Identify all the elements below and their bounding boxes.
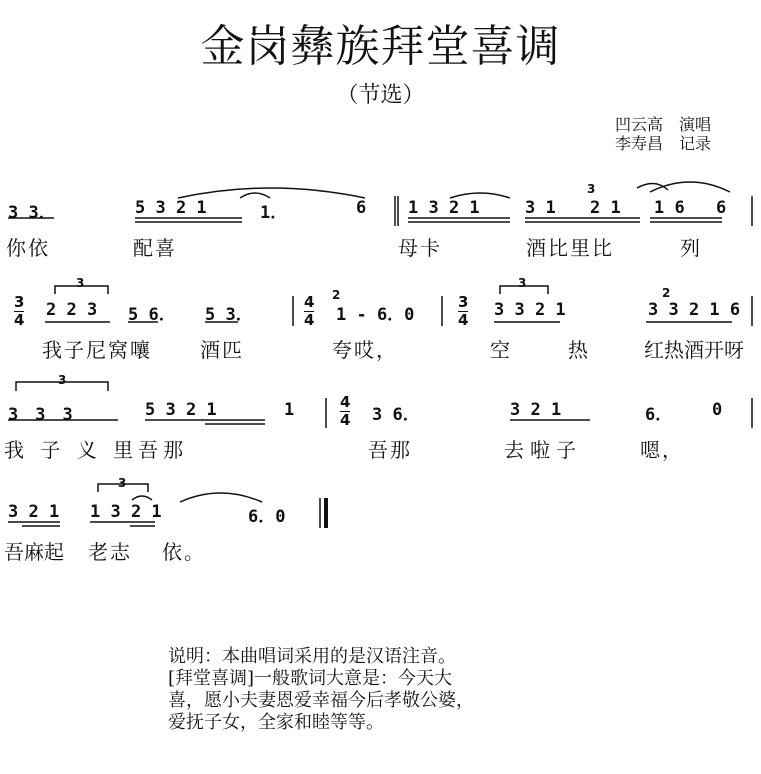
lyric-s2-b: 酒匹 <box>200 338 244 362</box>
notes-s2-f: 3 3 2 1 6 <box>648 300 741 320</box>
lyric-s2-d: 空 <box>490 338 512 362</box>
lyric-s2-a: 我子尼窝嚷 <box>42 338 152 362</box>
page-title: 金岗彝族拜堂喜调 <box>200 21 561 72</box>
lyric-s2-f: 红热酒开呀 <box>644 338 744 362</box>
time-signature-s2-a: 3 4 <box>14 293 25 329</box>
notes-s1-a: 3 3． <box>8 203 56 223</box>
time-signature-s2-b: 4 4 <box>304 293 315 329</box>
notes-s1-d: 6 <box>356 198 367 218</box>
triplet-mark-s3: 3 <box>58 373 67 387</box>
explanation-line-1: 说明：本曲唱词采用的是汉语注音。 <box>168 646 456 667</box>
notes-s4-a: 3 2 1 <box>8 502 60 522</box>
notes-s1-h: 1 6 <box>654 198 685 218</box>
grace-note-s1: 3 <box>587 182 596 196</box>
notes-s3-f: 6． <box>645 405 673 425</box>
recorder-credit: 李寿昌 记录 <box>615 134 712 153</box>
triplet-mark-s2-a: 3 <box>76 276 85 290</box>
notes-s4-c: 6．0 <box>248 507 286 527</box>
notes-s1-i: 6 <box>716 198 727 218</box>
lyric-s4-c: 依。 <box>162 540 206 564</box>
lyric-s2-c: 夸哎， <box>332 338 398 362</box>
notes-s3-e: 3 2 1 <box>510 400 562 420</box>
singer-credit: 凹云高 演唱 <box>615 115 712 134</box>
lyric-s3-b: 吾那 <box>368 438 412 462</box>
notes-s2-b: 5 6． <box>128 305 176 325</box>
explanation-line-2: [拜堂喜调]一般歌词大意是：今天大 <box>168 668 453 689</box>
page-subtitle: （节选） <box>336 83 425 108</box>
notes-s1-g: 2 1 <box>590 198 621 218</box>
notes-s3-c: 1 <box>284 400 295 420</box>
notes-s3-a: 3 3 3 <box>8 405 73 425</box>
notes-s4-b: 1 3 2 1 <box>90 502 162 522</box>
triplet-mark-s4: 3 <box>118 476 127 490</box>
time-signature-s3: 4 4 <box>340 393 351 429</box>
lyric-s3-a: 我 子 义 里吾那 <box>4 438 189 462</box>
notes-s3-g: 0 <box>712 400 723 420</box>
lyric-s1-a: 你依 <box>6 236 50 260</box>
notes-s2-e: 3 3 2 1 <box>494 300 566 320</box>
lyric-s1-b: 配喜 <box>133 236 177 260</box>
lyric-s1-c: 母卡 <box>398 236 442 260</box>
grace-note-s2-b: 2 <box>662 286 671 300</box>
notes-s1-b: 5 3 2 1 <box>135 198 207 218</box>
lyric-s2-e: 热 <box>568 338 590 362</box>
notes-s1-e: 1 3 2 1 <box>408 198 480 218</box>
notes-s2-a: 2 2 3 <box>46 300 98 320</box>
lyric-s1-d: 酒比里比 <box>526 236 614 260</box>
lyric-s4-b: 老志 <box>88 540 132 564</box>
time-signature-s2-c: 3 4 <box>458 293 469 329</box>
explanation-line-3: 喜，愿小夫妻恩爱幸福今后孝敬公婆， <box>168 690 474 711</box>
lyric-s3-d: 嗯， <box>640 438 684 462</box>
lyric-s4-a: 吾麻起 <box>4 540 64 564</box>
notes-s2-d: 1 - 6．0 <box>336 305 415 325</box>
lyric-s1-e: 列 <box>680 236 702 260</box>
grace-note-s2-a: 2 <box>332 288 341 302</box>
explanation-line-4: 爱抚子女，全家和睦等等。 <box>168 712 384 733</box>
notes-s3-d: 3 6． <box>372 405 420 425</box>
notes-s1-c: 1． <box>260 203 288 223</box>
triplet-mark-s2-b: 3 <box>518 276 527 290</box>
lyric-s3-c: 去啦子 <box>504 438 582 462</box>
notes-s3-b: 5 3 2 1 <box>145 400 217 420</box>
notes-s2-c: 5 3． <box>205 305 253 325</box>
notes-s1-f: 3 1 <box>525 198 556 218</box>
